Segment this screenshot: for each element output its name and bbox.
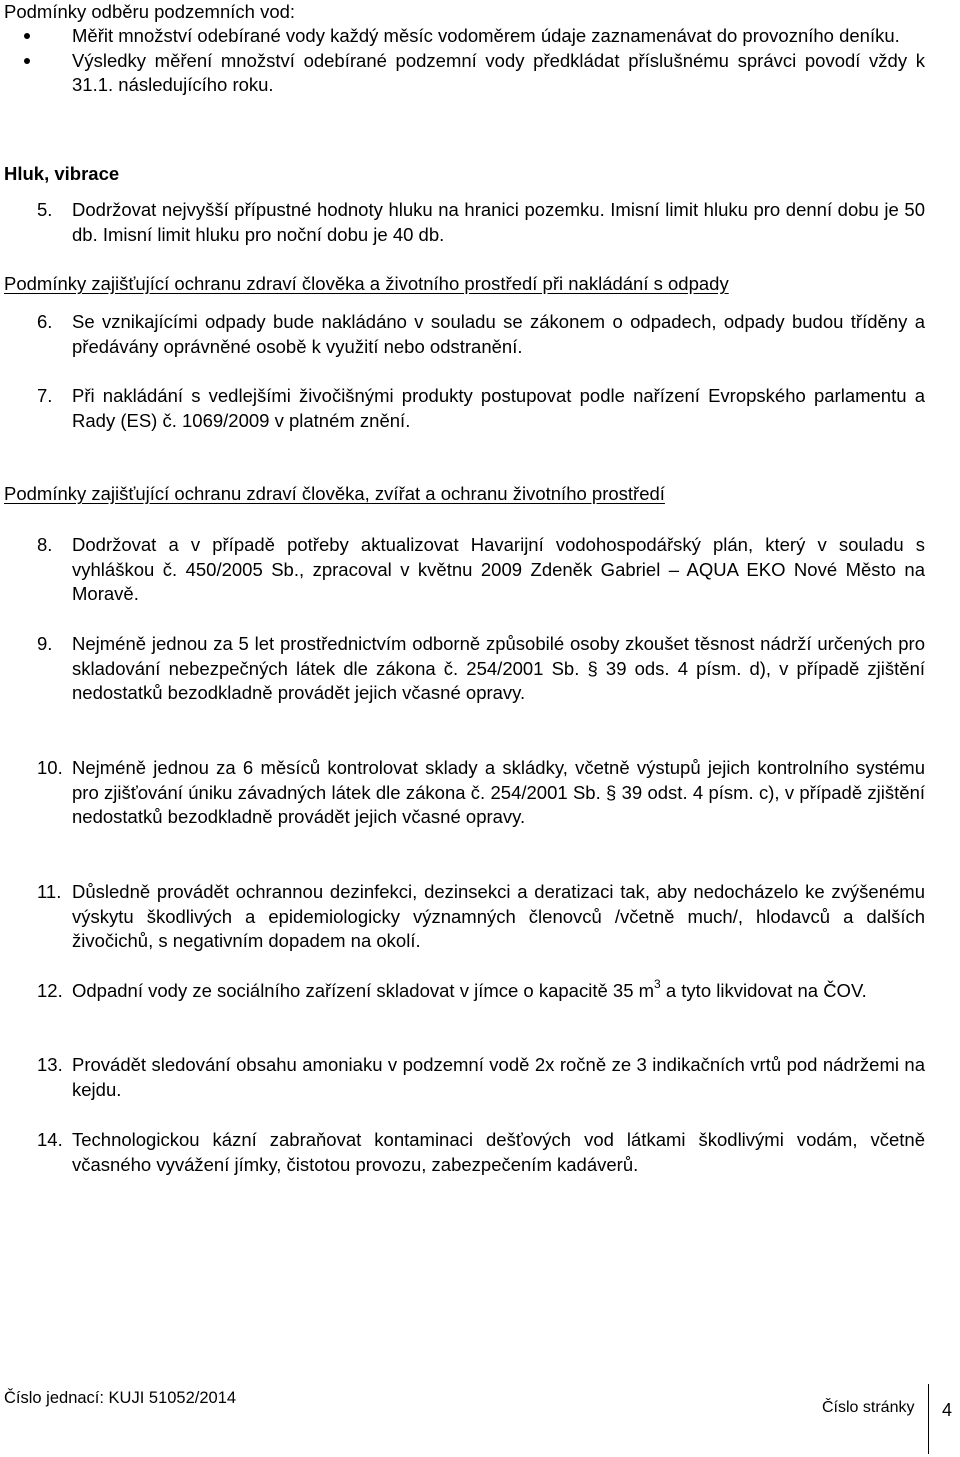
item-text-part: a tyto likvidovat na ČOV. <box>660 980 867 1001</box>
item-text: Při nakládání s vedlejšími živočišnými produkty postupovat podle nařízení Evropského parlamentu a Rady (ES) č. 1069/2009 v platném znění. <box>72 385 925 431</box>
item-text: Dodržovat nejvyšší přípustné hodnoty hluku na hranici pozemku. Imisní limit hluku pro denní dobu je 50 db. Imisní limit hluku pro noční dobu je 40 db. <box>72 199 925 245</box>
item-text: Nejméně jednou za 6 měsíců kontrolovat sklady a skládky, včetně výstupů jejich kontrolního systému pro zjišťování úniku závadných látek dle zákona č. 254/2001 Sb. § 39 odst. 4 písm. c), v případě zjištění nedostatků bezodkladně provádět jejich včasné opravy. <box>72 757 925 827</box>
groundwater-conditions-list <box>0 24 960 98</box>
item-number: 10. <box>37 757 63 778</box>
item-number: 7. <box>37 385 53 406</box>
footer-page-label: Číslo stránky <box>822 1399 915 1416</box>
item-number: 8. <box>37 534 53 555</box>
item-number: 14. <box>37 1129 63 1150</box>
item-number: 6. <box>37 311 53 332</box>
bullet-text: Měřit množství odebírané vody každý měsíc vodoměrem údaje zaznamenávat do provozního deníku. <box>72 25 900 46</box>
list-item <box>0 24 960 49</box>
item-text-part: Odpadní vody ze sociálního zařízení skladovat v jímce o kapacitě 35 m <box>72 980 655 1001</box>
item-text: Se vznikajícími odpady bude nakládáno v souladu se zákonem o odpadech, odpady budou tříděny a předávány oprávněné osobě k využití nebo odstranění. <box>72 311 925 357</box>
waste-section-title: Podmínky zajišťující ochranu zdraví člověka a životního prostředí při nakládání s odpady <box>4 273 729 294</box>
footer-divider <box>928 1384 929 1454</box>
item-number: 12. <box>37 980 63 1001</box>
condition-item-14 <box>0 1128 960 1177</box>
item-text: Provádět sledování obsahu amoniaku v podzemní vodě 2x ročně ze 3 indikačních vrtů pod nádržemi na kejdu. <box>72 1054 925 1100</box>
condition-item-13 <box>0 1053 960 1102</box>
item-text: Dodržovat a v případě potřeby aktualizovat Havarijní vodohospodářský plán, který v souladu s vyhláškou č. 450/2005 Sb., zpracoval v květnu 2009 Zdeněk Gabriel – AQUA EKO Nové Město na Moravě. <box>72 534 925 604</box>
condition-item-6 <box>0 310 960 359</box>
item-number: 9. <box>37 633 53 654</box>
health-section-title: Podmínky zajišťující ochranu zdraví člověka, zvířat a ochranu životního prostředí <box>4 483 665 504</box>
footer-page-number: 4 <box>942 1400 953 1420</box>
item-text <box>72 976 925 1004</box>
footer-reference-number: Číslo jednací: KUJI 51052/2014 <box>4 1389 237 1407</box>
condition-item-9 <box>0 632 960 706</box>
condition-item-10 <box>0 756 960 830</box>
item-number: 11. <box>37 881 62 902</box>
item-text: Nejméně jednou za 5 let prostřednictvím odborně způsobilé osoby zkoušet těsnost nádrží určených pro skladování nebezpečných látek dle zákona č. 254/2001 Sb. § 39 ods. 4 písm. d), v případě zjištění nedostatků bezodkladně provádět jejich včasné opravy. <box>72 633 925 703</box>
item-number: 5. <box>37 199 53 220</box>
condition-item-12 <box>0 976 960 1004</box>
condition-item-8 <box>0 533 960 607</box>
bullet-icon <box>24 33 30 39</box>
item-number: 13. <box>37 1054 63 1075</box>
condition-item-7 <box>0 384 960 433</box>
list-item <box>0 49 960 98</box>
groundwater-conditions-heading: Podmínky odběru podzemních vod: <box>4 1 296 22</box>
noise-section-title: Hluk, vibrace <box>4 163 120 184</box>
condition-item-11 <box>0 880 960 954</box>
bullet-icon <box>24 58 30 64</box>
superscript-exponent: 3 <box>654 976 661 991</box>
bullet-text: Výsledky měření množství odebírané podzemní vody předkládat příslušnému správci povodí vždy k 31.1. následujícího roku. <box>72 49 925 95</box>
item-text: Důsledně provádět ochrannou dezinfekci, dezinsekci a deratizaci tak, aby nedocházelo ke zvýšenému výskytu škodlivých a epidemiologicky významných členovců /včetně much/, hlodavců a dalších živočichů, s negativním dopadem na okolí. <box>72 881 925 951</box>
condition-item-5 <box>0 198 960 247</box>
item-text: Technologickou kázní zabraňovat kontaminaci dešťových vod látkami škodlivými vodám, včetně včasného vyvážení jímky, čistotou provozu, zabezpečením kadáverů. <box>72 1129 925 1175</box>
